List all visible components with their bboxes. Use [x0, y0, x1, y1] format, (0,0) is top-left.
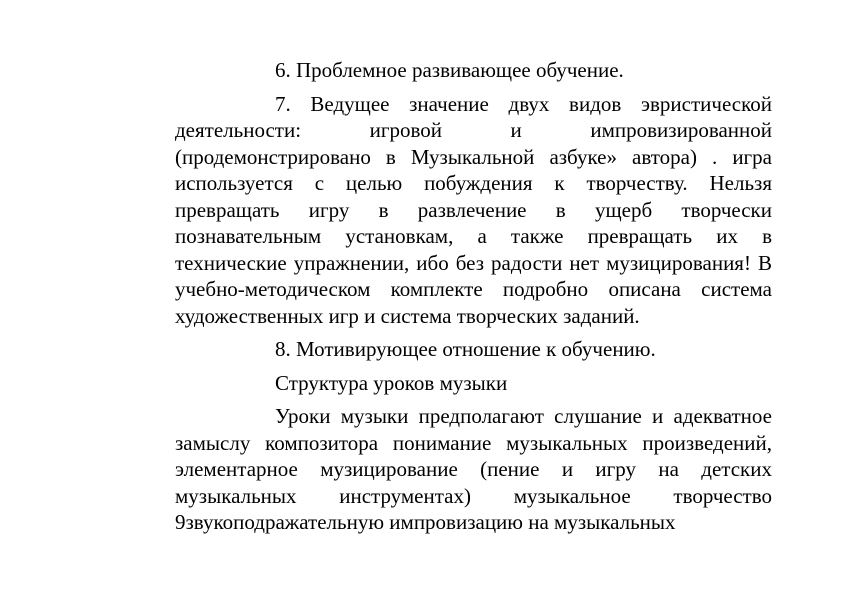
paragraph-lessons: Уроки музыки предполагают слушание и адекватное замыслу композитора понимание музыкальных произведений, элементарное музицирование (пение и игру на детских музыкальных инструментах) музыкальное творчество 9звукоподражательную импровизацию на музыкальных — [175, 404, 772, 534]
paragraph-item-7: 7. Ведущее значение двух видов эвристической деятельности: игровой и импровизированной (продемонстрировано в Музыкальной азбуке» автора) . игра используется с целью побуждения к творчеству. Нельзя превращать игру в развлечение в ущерб творчески познавательным установкам, а также превращать их в технические упражнении, ибо без радости нет музицирования! В учебно-методическом комплекте подробно описана система художественных игр и система творческих заданий. — [175, 91, 772, 328]
paragraph-item-8: 8. Мотивирующее отношение к обучению. — [275, 337, 656, 361]
document-body — [175, 57, 772, 536]
paragraph-item-6: 6. Проблемное развивающее обучение. — [275, 58, 624, 82]
section-heading: Структура уроков музыки — [275, 370, 508, 395]
